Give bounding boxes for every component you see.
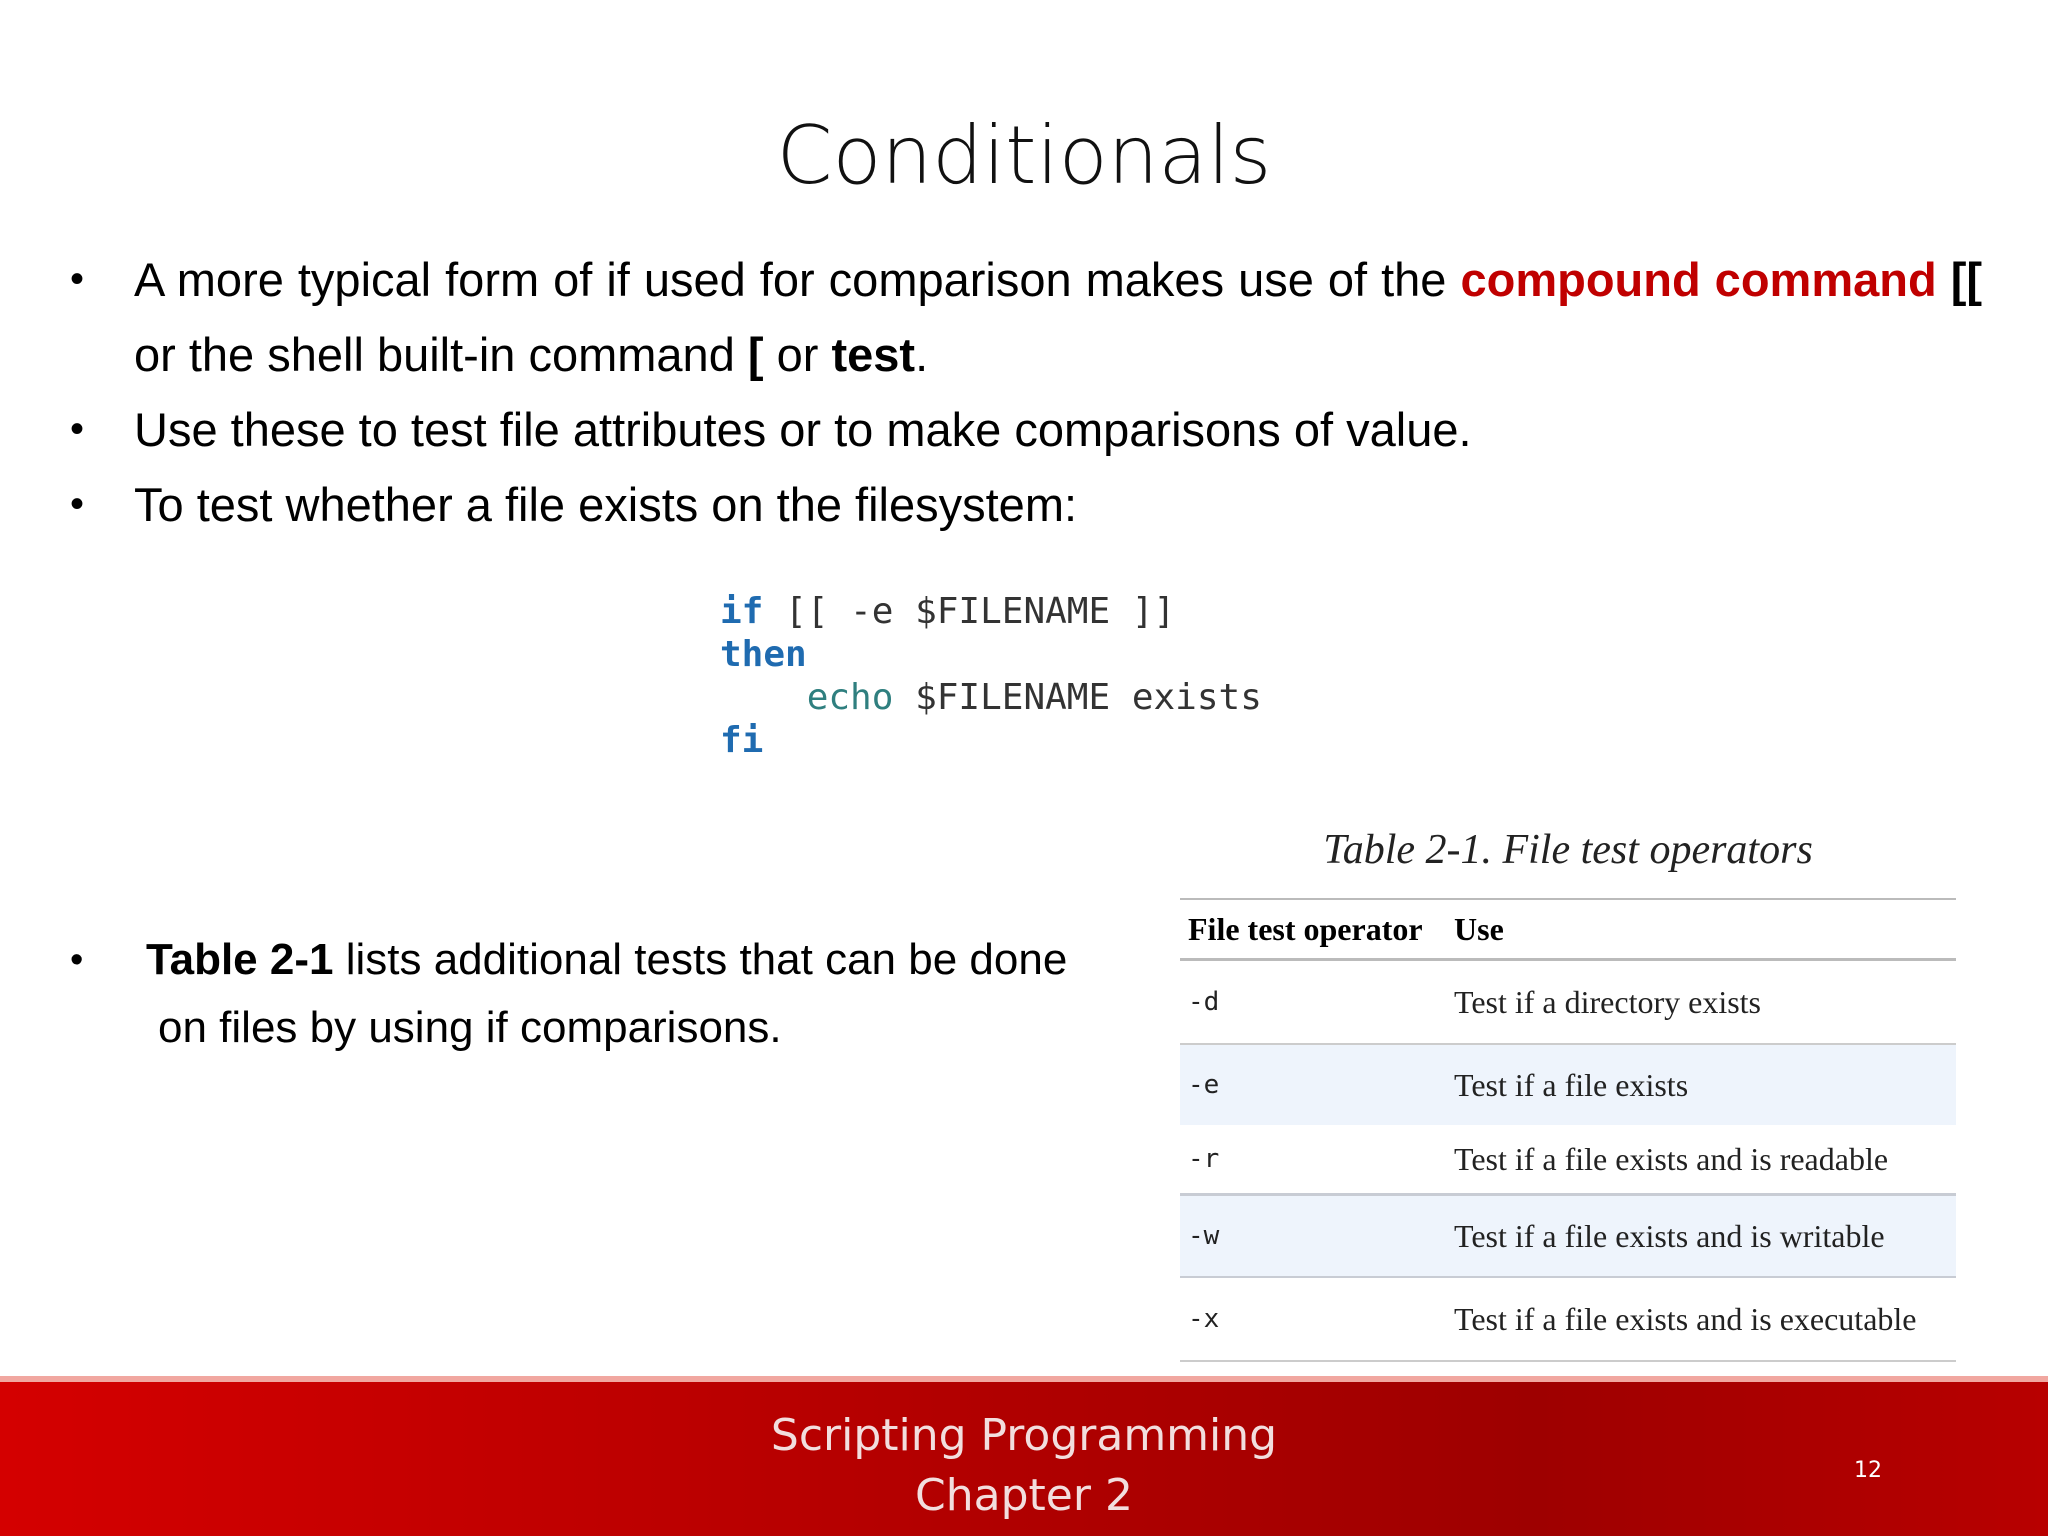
file-test-operators-table [1180,898,1956,1362]
table-row [1180,1044,1956,1125]
slide-title: Conditionals [776,109,1272,202]
footer-title [0,1406,2048,1526]
use-cell: Test if a file exists [1446,1044,1956,1125]
footer-banner [0,1376,2048,1536]
bullet-text: To test whether a file exists on the filesystem: [134,478,1078,531]
bullet-text: Use these to test file attributes or to make comparisons of value. [134,403,1472,456]
bullet-text [70,926,1130,994]
use-cell: Test if a file exists and is writable [1446,1195,1956,1278]
code-keyword: then [720,634,807,675]
bullet-dot: • [70,407,85,451]
code-keyword: if [720,591,764,632]
bullet-text-line2: on files by using if comparisons. [158,1003,782,1052]
bullet-list [70,242,1982,542]
bullet-text-rest: lists additional tests that can be done [333,935,1068,984]
table-row [1180,1277,1956,1361]
highlight-compound-command: compound command [1460,253,1937,306]
code-sample [720,590,1262,762]
table-row [1180,1125,1956,1195]
code-text: $FILENAME exists [893,677,1262,718]
bullet-dot: • [70,482,85,526]
operator-cell: -x [1180,1277,1446,1361]
bullet-dot: • [70,939,84,981]
footer-chapter: Chapter 2 [915,1470,1133,1521]
bullet-item-test-attributes [70,392,1982,467]
table-header-operator: File test operator [1180,899,1446,960]
footer-course-title: Scripting Programming [770,1410,1278,1461]
bullet-item-table-reference [70,926,1130,1062]
table-caption: Table 2-1. File test operators [1323,827,1813,873]
bullet-text: A more typical form of if used for comparison makes use of the [134,253,1461,306]
test-term: test [831,328,916,381]
double-bracket-term: [[ [1950,253,1983,306]
code-keyword: fi [720,720,764,761]
operator-cell: -r [1180,1125,1446,1195]
code-indent [720,677,807,718]
code-builtin: echo [806,677,894,718]
operator-cell: -e [1180,1044,1446,1125]
code-text: [[ -e $FILENAME ]] [763,591,1176,632]
table-row [1180,960,1956,1045]
bullet-dot: • [70,257,85,301]
single-bracket-term: [ [747,328,764,381]
operator-cell: -d [1180,960,1446,1045]
bullet-text: or the shell built-in command [134,328,748,381]
page-number: 12 [1854,1458,1882,1483]
use-cell: Test if a file exists and is readable [1446,1125,1956,1195]
bullet-text: or [763,328,832,381]
operator-cell: -w [1180,1195,1446,1278]
table-header-row [1180,899,1956,960]
table-row [1180,1195,1956,1278]
table-reference: Table 2-1 [146,935,334,984]
use-cell: Test if a file exists and is executable [1446,1277,1956,1361]
bullet-text: . [915,328,929,381]
use-cell: Test if a directory exists [1446,960,1956,1045]
bullet-text-space [1937,253,1951,306]
table-header-use: Use [1446,899,1956,960]
bullet-item-file-exists [70,467,1982,542]
bullet-item-compound-command [70,242,1982,392]
